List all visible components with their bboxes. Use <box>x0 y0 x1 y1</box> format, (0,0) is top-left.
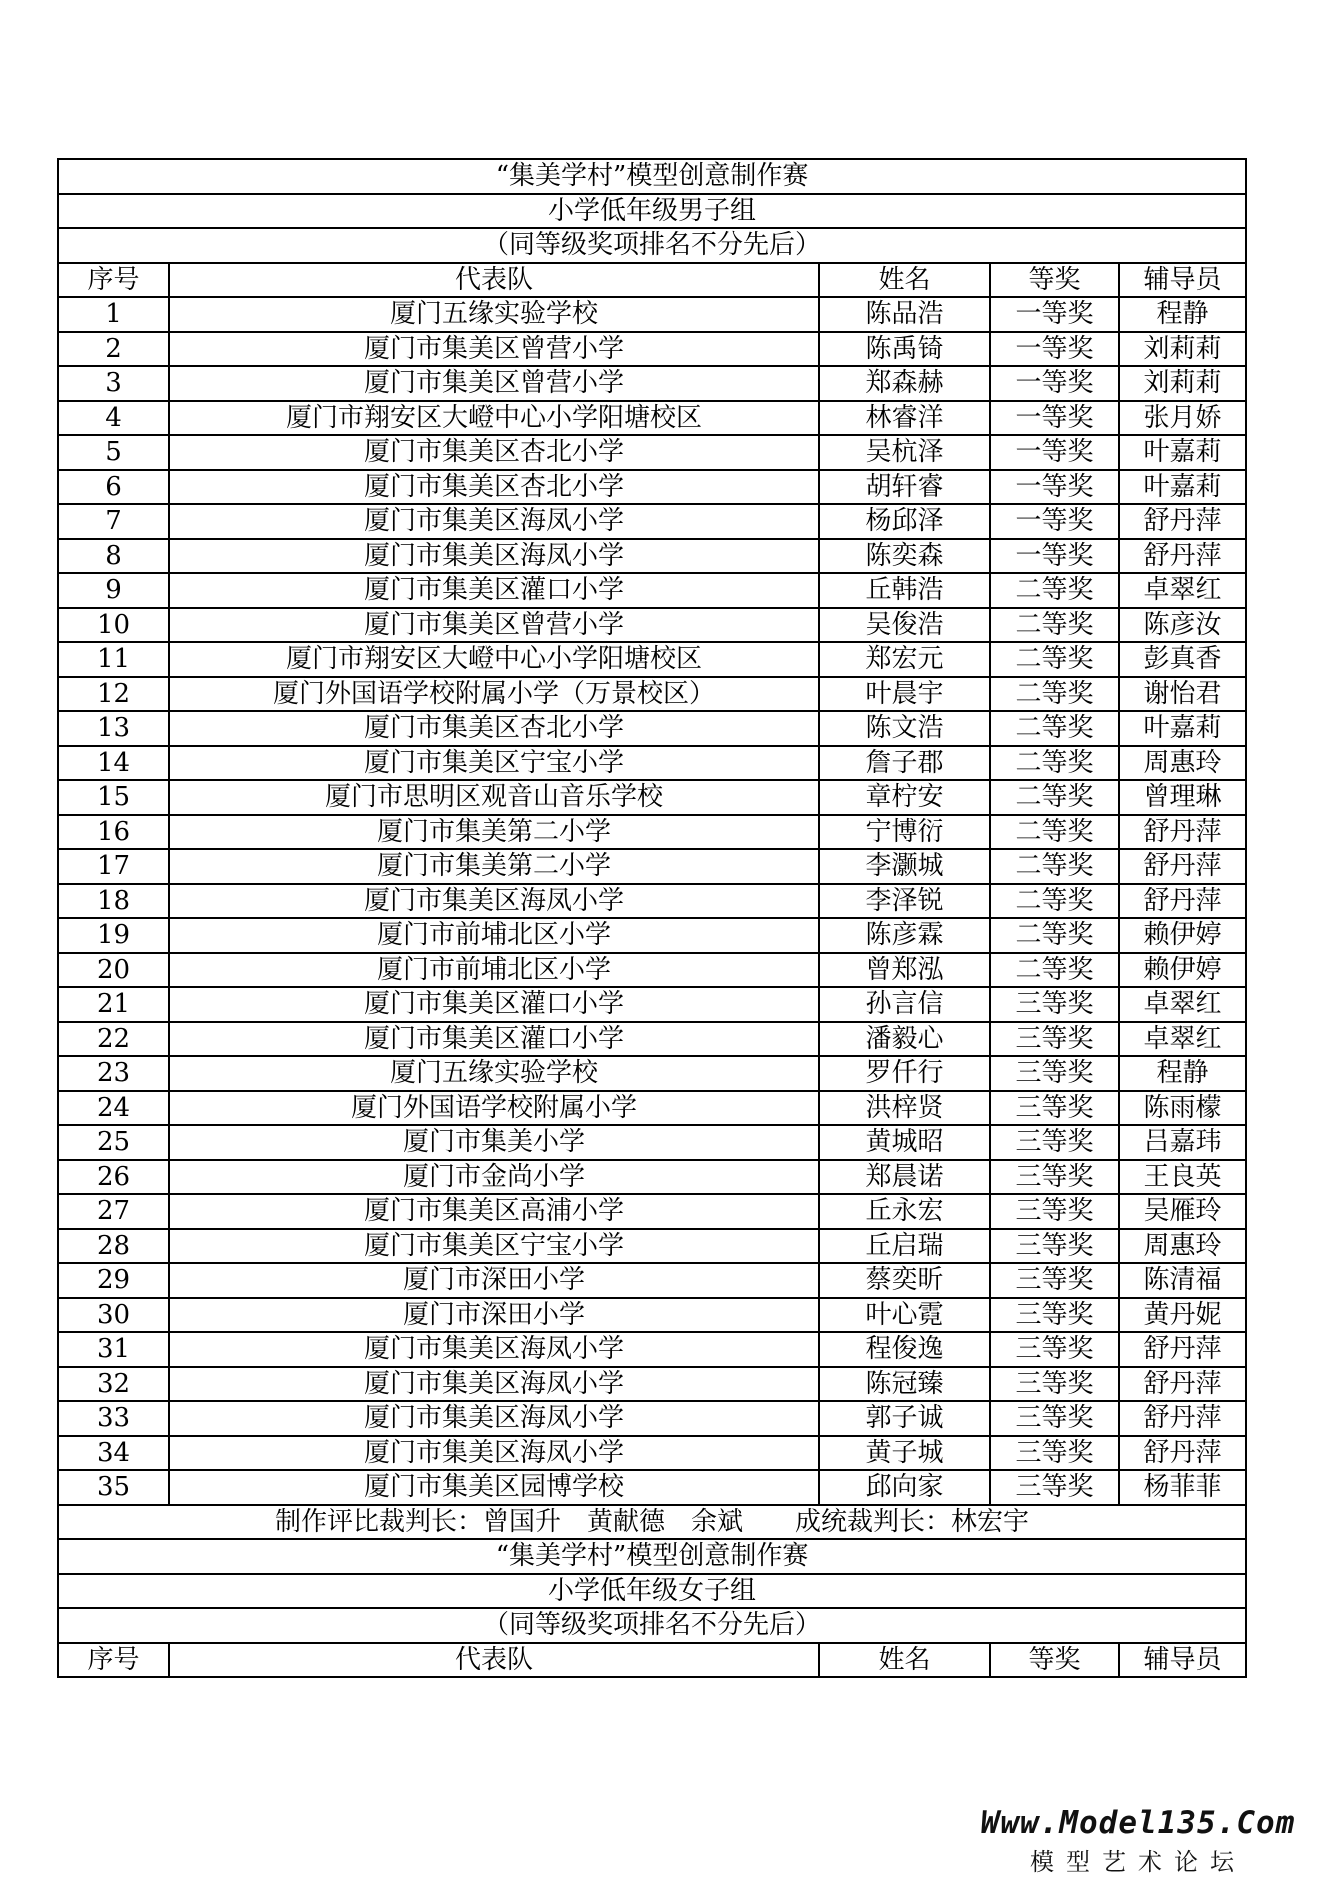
cell-team: 厦门市集美区海凤小学 <box>169 1436 819 1471</box>
cell-number: 2 <box>58 332 169 367</box>
cell-team: 厦门市集美区宁宝小学 <box>169 1229 819 1264</box>
header-coach: 辅导员 <box>1119 1643 1246 1678</box>
cell-coach: 舒丹萍 <box>1119 849 1246 884</box>
cell-team: 厦门市深田小学 <box>169 1263 819 1298</box>
cell-number: 24 <box>58 1091 169 1126</box>
table-row <box>58 1056 1246 1091</box>
table-row <box>58 711 1246 746</box>
cell-award: 三等奖 <box>990 1436 1119 1471</box>
cell-team: 厦门市集美区高浦小学 <box>169 1194 819 1229</box>
cell-award: 二等奖 <box>990 884 1119 919</box>
cell-team: 厦门市集美区曾营小学 <box>169 332 819 367</box>
cell-award: 一等奖 <box>990 297 1119 332</box>
cell-team: 厦门市集美第二小学 <box>169 815 819 850</box>
cell-number: 17 <box>58 849 169 884</box>
table-row <box>58 1194 1246 1229</box>
cell-number: 7 <box>58 504 169 539</box>
table-row <box>58 746 1246 781</box>
cell-name: 吴杭泽 <box>819 435 990 470</box>
header-team: 代表队 <box>169 263 819 298</box>
cell-award: 二等奖 <box>990 677 1119 712</box>
cell-number: 26 <box>58 1160 169 1195</box>
section2-note: （同等级奖项排名不分先后） <box>58 1608 1246 1643</box>
table-row <box>58 1263 1246 1298</box>
cell-name: 陈文浩 <box>819 711 990 746</box>
watermark-subtitle: 模型艺术论坛 <box>1030 1848 1246 1876</box>
cell-award: 三等奖 <box>990 1470 1119 1505</box>
cell-name: 吴俊浩 <box>819 608 990 643</box>
cell-team: 厦门市翔安区大嶝中心小学阳塘校区 <box>169 401 819 436</box>
cell-name: 邱向家 <box>819 1470 990 1505</box>
table-row <box>58 642 1246 677</box>
results-table-body <box>58 159 1246 1677</box>
cell-name: 程俊逸 <box>819 1332 990 1367</box>
cell-team: 厦门市前埔北区小学 <box>169 953 819 988</box>
cell-name: 罗仟行 <box>819 1056 990 1091</box>
cell-team: 厦门市集美区海凤小学 <box>169 1332 819 1367</box>
cell-coach: 舒丹萍 <box>1119 1332 1246 1367</box>
cell-name: 李灏城 <box>819 849 990 884</box>
cell-number: 27 <box>58 1194 169 1229</box>
cell-coach: 卓翠红 <box>1119 987 1246 1022</box>
cell-award: 三等奖 <box>990 1056 1119 1091</box>
section1-header-row <box>58 263 1246 298</box>
cell-award: 二等奖 <box>990 780 1119 815</box>
cell-name: 郭子诚 <box>819 1401 990 1436</box>
cell-number: 4 <box>58 401 169 436</box>
cell-number: 9 <box>58 573 169 608</box>
cell-award: 一等奖 <box>990 366 1119 401</box>
cell-number: 33 <box>58 1401 169 1436</box>
header-number: 序号 <box>58 263 169 298</box>
section2-group: 小学低年级女子组 <box>58 1574 1246 1609</box>
cell-coach: 卓翠红 <box>1119 1022 1246 1057</box>
cell-team: 厦门市集美区杏北小学 <box>169 435 819 470</box>
cell-award: 三等奖 <box>990 1022 1119 1057</box>
cell-name: 林睿洋 <box>819 401 990 436</box>
cell-team: 厦门市翔安区大嶝中心小学阳塘校区 <box>169 642 819 677</box>
cell-team: 厦门市集美区海凤小学 <box>169 539 819 574</box>
table-row <box>58 470 1246 505</box>
table-row <box>58 1125 1246 1160</box>
cell-coach: 曾理琳 <box>1119 780 1246 815</box>
cell-award: 三等奖 <box>990 1367 1119 1402</box>
cell-coach: 程静 <box>1119 1056 1246 1091</box>
cell-team: 厦门外国语学校附属小学 <box>169 1091 819 1126</box>
header-team: 代表队 <box>169 1643 819 1678</box>
cell-award: 二等奖 <box>990 573 1119 608</box>
cell-name: 宁博衍 <box>819 815 990 850</box>
header-coach: 辅导员 <box>1119 263 1246 298</box>
cell-coach: 彭真香 <box>1119 642 1246 677</box>
cell-name: 黄子城 <box>819 1436 990 1471</box>
table-row <box>58 1298 1246 1333</box>
cell-award: 二等奖 <box>990 815 1119 850</box>
cell-name: 孙言信 <box>819 987 990 1022</box>
cell-team: 厦门市金尚小学 <box>169 1160 819 1195</box>
cell-number: 28 <box>58 1229 169 1264</box>
table-row <box>58 780 1246 815</box>
cell-coach: 舒丹萍 <box>1119 504 1246 539</box>
cell-name: 詹子郡 <box>819 746 990 781</box>
cell-name: 陈奕森 <box>819 539 990 574</box>
cell-award: 三等奖 <box>990 1332 1119 1367</box>
cell-team: 厦门市集美区宁宝小学 <box>169 746 819 781</box>
cell-name: 陈禹锜 <box>819 332 990 367</box>
table-row <box>58 815 1246 850</box>
cell-award: 一等奖 <box>990 539 1119 574</box>
cell-coach: 王良英 <box>1119 1160 1246 1195</box>
cell-name: 洪梓贤 <box>819 1091 990 1126</box>
cell-award: 三等奖 <box>990 1263 1119 1298</box>
cell-team: 厦门市集美区海凤小学 <box>169 504 819 539</box>
cell-name: 叶心霓 <box>819 1298 990 1333</box>
table-row <box>58 573 1246 608</box>
cell-team: 厦门市集美区海凤小学 <box>169 1401 819 1436</box>
cell-name: 陈冠臻 <box>819 1367 990 1402</box>
cell-name: 叶晨宇 <box>819 677 990 712</box>
cell-award: 三等奖 <box>990 1125 1119 1160</box>
cell-number: 35 <box>58 1470 169 1505</box>
cell-number: 23 <box>58 1056 169 1091</box>
watermark-url: Www.Model135.Com <box>980 1805 1296 1841</box>
table-row <box>58 1470 1246 1505</box>
cell-team: 厦门市集美区海凤小学 <box>169 884 819 919</box>
cell-award: 一等奖 <box>990 435 1119 470</box>
cell-number: 20 <box>58 953 169 988</box>
cell-award: 二等奖 <box>990 918 1119 953</box>
cell-coach: 叶嘉莉 <box>1119 435 1246 470</box>
cell-coach: 吴雁玲 <box>1119 1194 1246 1229</box>
cell-award: 一等奖 <box>990 504 1119 539</box>
cell-award: 一等奖 <box>990 332 1119 367</box>
cell-coach: 舒丹萍 <box>1119 1401 1246 1436</box>
cell-number: 31 <box>58 1332 169 1367</box>
table-row <box>58 539 1246 574</box>
cell-team: 厦门市集美小学 <box>169 1125 819 1160</box>
cell-award: 三等奖 <box>990 1298 1119 1333</box>
cell-name: 章柠安 <box>819 780 990 815</box>
header-number: 序号 <box>58 1643 169 1678</box>
cell-award: 二等奖 <box>990 849 1119 884</box>
cell-name: 黄城昭 <box>819 1125 990 1160</box>
table-row <box>58 435 1246 470</box>
table-row <box>58 918 1246 953</box>
cell-team: 厦门市集美第二小学 <box>169 849 819 884</box>
cell-name: 丘永宏 <box>819 1194 990 1229</box>
cell-number: 30 <box>58 1298 169 1333</box>
cell-number: 21 <box>58 987 169 1022</box>
cell-name: 杨邱泽 <box>819 504 990 539</box>
cell-name: 丘启瑞 <box>819 1229 990 1264</box>
cell-award: 三等奖 <box>990 987 1119 1022</box>
cell-award: 二等奖 <box>990 608 1119 643</box>
table-row <box>58 1332 1246 1367</box>
section1-title-row <box>58 159 1246 194</box>
cell-number: 5 <box>58 435 169 470</box>
cell-coach: 舒丹萍 <box>1119 539 1246 574</box>
cell-coach: 陈彦汝 <box>1119 608 1246 643</box>
section2-title-row <box>58 1539 1246 1574</box>
table-row <box>58 608 1246 643</box>
cell-coach: 叶嘉莉 <box>1119 711 1246 746</box>
cell-number: 14 <box>58 746 169 781</box>
cell-name: 陈彦霖 <box>819 918 990 953</box>
cell-number: 12 <box>58 677 169 712</box>
cell-coach: 舒丹萍 <box>1119 884 1246 919</box>
section2-group-row <box>58 1574 1246 1609</box>
section2-header-row <box>58 1643 1246 1678</box>
cell-award: 二等奖 <box>990 711 1119 746</box>
cell-name: 丘韩浩 <box>819 573 990 608</box>
cell-coach: 卓翠红 <box>1119 573 1246 608</box>
table-row <box>58 677 1246 712</box>
cell-number: 3 <box>58 366 169 401</box>
table-row <box>58 1367 1246 1402</box>
cell-award: 三等奖 <box>990 1401 1119 1436</box>
cell-number: 19 <box>58 918 169 953</box>
cell-award: 一等奖 <box>990 470 1119 505</box>
cell-coach: 黄丹妮 <box>1119 1298 1246 1333</box>
cell-coach: 程静 <box>1119 297 1246 332</box>
cell-number: 29 <box>58 1263 169 1298</box>
cell-name: 郑晨诺 <box>819 1160 990 1195</box>
cell-name: 陈品浩 <box>819 297 990 332</box>
cell-name: 曾郑泓 <box>819 953 990 988</box>
cell-award: 二等奖 <box>990 746 1119 781</box>
cell-coach: 周惠玲 <box>1119 746 1246 781</box>
cell-number: 15 <box>58 780 169 815</box>
table-row <box>58 366 1246 401</box>
cell-coach: 刘莉莉 <box>1119 366 1246 401</box>
table-row <box>58 401 1246 436</box>
cell-number: 18 <box>58 884 169 919</box>
cell-number: 10 <box>58 608 169 643</box>
cell-number: 34 <box>58 1436 169 1471</box>
cell-name: 蔡奕昕 <box>819 1263 990 1298</box>
cell-coach: 叶嘉莉 <box>1119 470 1246 505</box>
cell-team: 厦门五缘实验学校 <box>169 297 819 332</box>
cell-name: 潘毅心 <box>819 1022 990 1057</box>
cell-name: 李泽锐 <box>819 884 990 919</box>
section1-note: （同等级奖项排名不分先后） <box>58 228 1246 263</box>
cell-number: 13 <box>58 711 169 746</box>
table-row <box>58 1401 1246 1436</box>
cell-coach: 舒丹萍 <box>1119 1367 1246 1402</box>
cell-coach: 舒丹萍 <box>1119 1436 1246 1471</box>
table-row <box>58 1229 1246 1264</box>
cell-name: 郑宏元 <box>819 642 990 677</box>
cell-award: 二等奖 <box>990 642 1119 677</box>
cell-team: 厦门市集美区灌口小学 <box>169 1022 819 1057</box>
cell-team: 厦门市集美区曾营小学 <box>169 366 819 401</box>
cell-number: 6 <box>58 470 169 505</box>
header-name: 姓名 <box>819 1643 990 1678</box>
cell-number: 1 <box>58 297 169 332</box>
cell-number: 22 <box>58 1022 169 1057</box>
cell-number: 11 <box>58 642 169 677</box>
cell-team: 厦门市集美区海凤小学 <box>169 1367 819 1402</box>
cell-coach: 杨菲菲 <box>1119 1470 1246 1505</box>
cell-team: 厦门市前埔北区小学 <box>169 918 819 953</box>
cell-number: 32 <box>58 1367 169 1402</box>
section1-note-row <box>58 228 1246 263</box>
cell-team: 厦门外国语学校附属小学（万景校区） <box>169 677 819 712</box>
cell-award: 一等奖 <box>990 401 1119 436</box>
cell-award: 二等奖 <box>990 953 1119 988</box>
cell-team: 厦门市深田小学 <box>169 1298 819 1333</box>
table-row <box>58 953 1246 988</box>
cell-coach: 舒丹萍 <box>1119 815 1246 850</box>
cell-team: 厦门五缘实验学校 <box>169 1056 819 1091</box>
cell-team: 厦门市集美区灌口小学 <box>169 573 819 608</box>
cell-team: 厦门市集美区灌口小学 <box>169 987 819 1022</box>
cell-coach: 谢怡君 <box>1119 677 1246 712</box>
cell-number: 16 <box>58 815 169 850</box>
cell-award: 三等奖 <box>990 1194 1119 1229</box>
results-table <box>57 158 1247 1678</box>
header-name: 姓名 <box>819 263 990 298</box>
table-row <box>58 884 1246 919</box>
cell-coach: 陈雨檬 <box>1119 1091 1246 1126</box>
cell-coach: 周惠玲 <box>1119 1229 1246 1264</box>
cell-team: 厦门市思明区观音山音乐学校 <box>169 780 819 815</box>
section1-footer-row <box>58 1505 1246 1540</box>
section1-group-row <box>58 194 1246 229</box>
cell-team: 厦门市集美区杏北小学 <box>169 470 819 505</box>
cell-coach: 吕嘉玮 <box>1119 1125 1246 1160</box>
cell-coach: 刘莉莉 <box>1119 332 1246 367</box>
cell-coach: 赖伊婷 <box>1119 918 1246 953</box>
cell-number: 25 <box>58 1125 169 1160</box>
cell-name: 郑森赫 <box>819 366 990 401</box>
section1-title: “集美学村”模型创意制作赛 <box>58 159 1246 194</box>
table-row <box>58 332 1246 367</box>
cell-team: 厦门市集美区园博学校 <box>169 1470 819 1505</box>
table-row <box>58 1022 1246 1057</box>
cell-award: 三等奖 <box>990 1229 1119 1264</box>
cell-name: 胡轩睿 <box>819 470 990 505</box>
table-row <box>58 1436 1246 1471</box>
header-award: 等奖 <box>990 1643 1119 1678</box>
table-row <box>58 849 1246 884</box>
cell-team: 厦门市集美区杏北小学 <box>169 711 819 746</box>
cell-coach: 陈清福 <box>1119 1263 1246 1298</box>
cell-coach: 张月娇 <box>1119 401 1246 436</box>
cell-team: 厦门市集美区曾营小学 <box>169 608 819 643</box>
table-row <box>58 297 1246 332</box>
table-row <box>58 504 1246 539</box>
table-row <box>58 1160 1246 1195</box>
section2-title: “集美学村”模型创意制作赛 <box>58 1539 1246 1574</box>
section1-group: 小学低年级男子组 <box>58 194 1246 229</box>
cell-number: 8 <box>58 539 169 574</box>
header-award: 等奖 <box>990 263 1119 298</box>
section1-footer: 制作评比裁判长：曾国升 黄献德 余斌 成统裁判长：林宏宇 <box>58 1505 1246 1540</box>
cell-award: 三等奖 <box>990 1160 1119 1195</box>
cell-coach: 赖伊婷 <box>1119 953 1246 988</box>
table-row <box>58 987 1246 1022</box>
cell-award: 三等奖 <box>990 1091 1119 1126</box>
section2-note-row <box>58 1608 1246 1643</box>
table-row <box>58 1091 1246 1126</box>
